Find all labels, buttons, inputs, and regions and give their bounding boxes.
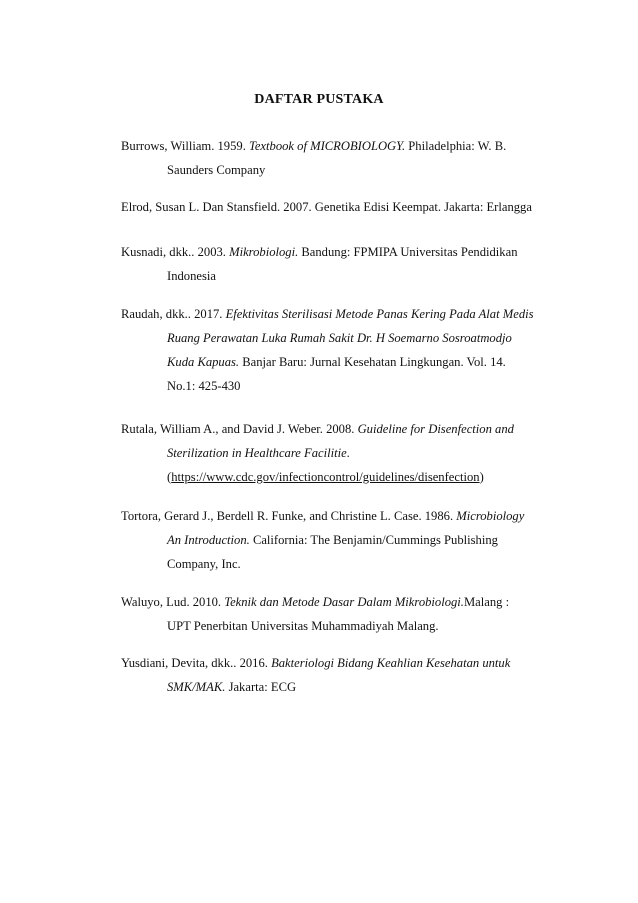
reference-line: Ruang Perawatan Luka Rumah Sakit Dr. H Soemarno Sosroatmodjo — [167, 331, 512, 345]
reference-item — [121, 302, 548, 398]
reference-line: Elrod, Susan L. Dan Stansfield. 2007. Genetika Edisi Keempat. Jakarta: Erlangga — [121, 200, 532, 214]
reference-line: Yusdiani, Devita, dkk.. 2016. Bakteriologi Bidang Keahlian Kesehatan untuk — [121, 656, 511, 670]
reference-line: Indonesia — [167, 269, 216, 283]
reference-line: SMK/MAK. Jakarta: ECG — [167, 680, 297, 694]
reference-item — [121, 504, 548, 576]
reference-line: Saunders Company — [167, 163, 266, 177]
reference-line: Tortora, Gerard J., Berdell R. Funke, and Christine L. Case. 1986. Microbiology — [121, 509, 525, 523]
reference-line: Rutala, William A., and David J. Weber. 2008. Guideline for Disenfection and — [121, 422, 514, 436]
reference-line: Raudah, dkk.. 2017. Efektivitas Sterilisasi Metode Panas Kering Pada Alat Medis — [121, 307, 534, 321]
reference-line: Burrows, William. 1959. Textbook of MICROBIOLOGY. Philadelphia: W. B. — [121, 139, 507, 153]
reference-line: Sterilization in Healthcare Facilitie. — [167, 446, 350, 460]
reference-url-link[interactable]: https://www.cdc.gov/infectioncontrol/guidelines/disenfection — [171, 470, 480, 484]
reference-line: An Introduction. California: The Benjamin/Cummings Publishing — [167, 533, 498, 547]
reference-line: No.1: 425-430 — [167, 379, 241, 393]
reference-item — [121, 195, 548, 219]
reference-line: (https://www.cdc.gov/infectioncontrol/guidelines/disenfection) — [167, 470, 484, 484]
reference-item — [121, 417, 548, 489]
reference-item — [121, 134, 548, 182]
reference-item — [121, 240, 548, 288]
reference-item — [121, 590, 548, 638]
reference-line: Kusnadi, dkk.. 2003. Mikrobiologi. Bandung: FPMIPA Universitas Pendidikan — [121, 245, 518, 259]
reference-line: Kuda Kapuas. Banjar Baru: Jurnal Kesehatan Lingkungan. Vol. 14. — [167, 355, 506, 369]
reference-item — [121, 651, 548, 699]
reference-list — [121, 134, 548, 715]
page-title: DAFTAR PUSTAKA — [254, 92, 384, 107]
reference-line: Waluyo, Lud. 2010. Teknik dan Metode Dasar Dalam Mikrobiologi.Malang : — [121, 595, 510, 609]
reference-line: UPT Penerbitan Universitas Muhammadiyah Malang. — [167, 619, 439, 633]
reference-line: Company, Inc. — [167, 557, 241, 571]
